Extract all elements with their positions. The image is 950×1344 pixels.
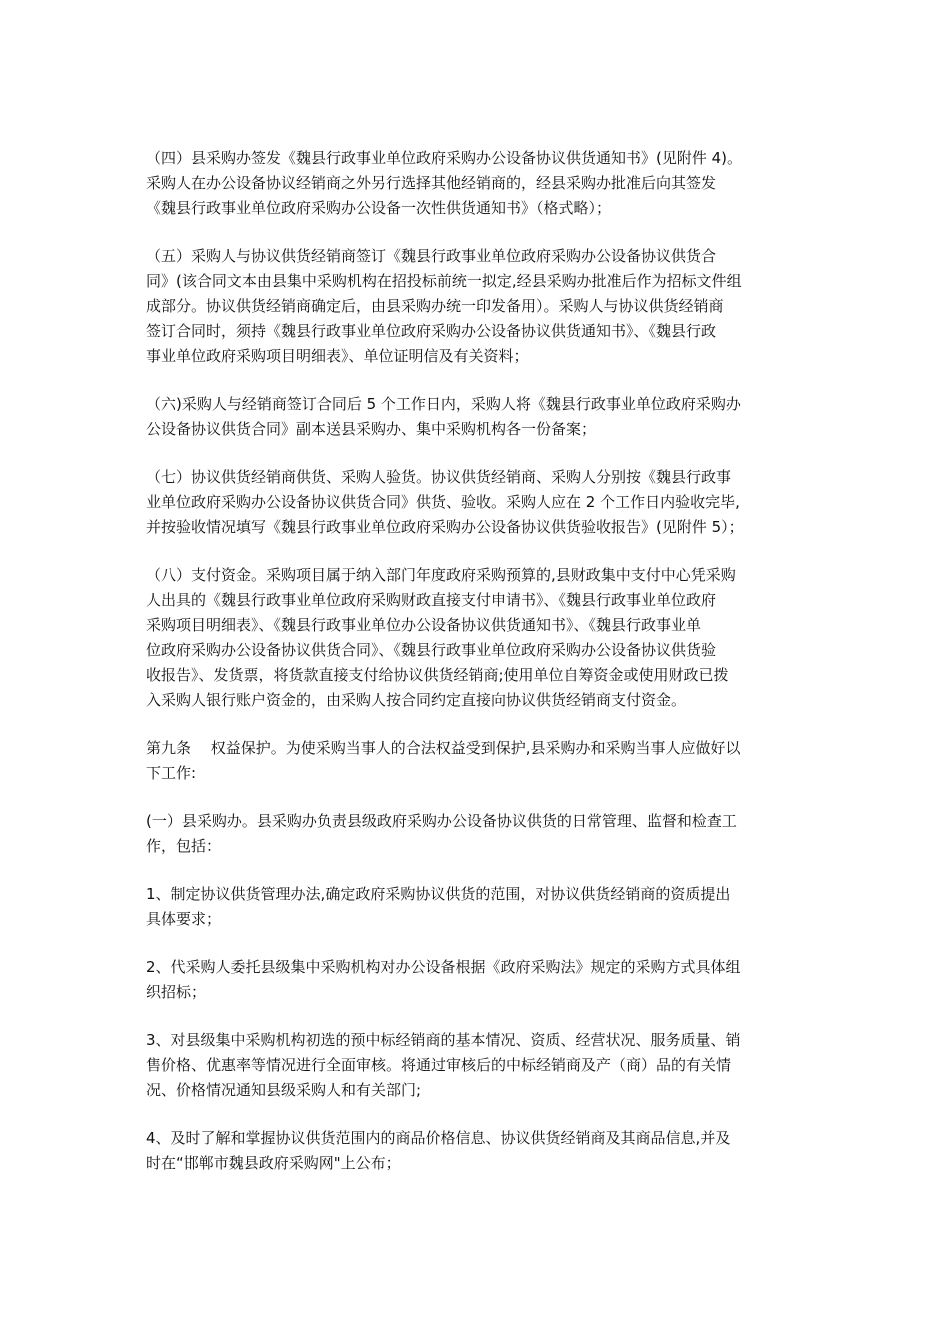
text-line: 2、代采购人委托县级集中采购机构对办公设备根据《政府采购法》规定的采购方式具体组 [146,958,741,976]
text-line: 采购项目明细表》、《魏县行政事业单位办公设备协议供货通知书》、《魏县行政事业单 [146,616,702,634]
paragraph-7 [146,465,814,540]
section-1 [146,809,814,859]
text-line: 3、对县级集中采购机构初选的预中标经销商的基本情况、资质、经营状况、服务质量、销 [146,1031,741,1049]
list-item-2 [146,955,814,1005]
text-line: 成部分。协议供货经销商确定后，由县采购办统一印发备用）。采购人与协议供货经销商 [146,297,724,315]
text-line: （四）县采购办签发《魏县行政事业单位政府采购办公设备协议供货通知书》(见附件 4)。 [146,149,743,167]
text-line: （八）支付资金。采购项目属于纳入部门年度政府采购预算的,县财政集中支付中心凭采购 [146,566,736,584]
text-line: 织招标； [146,983,207,1001]
document-body [146,146,814,1199]
text-line: 具体要求； [146,910,222,928]
text-line: 并按验收情况填写《魏县行政事业单位政府采购办公设备协议供货验收报告》(见附件 5）； [146,518,744,536]
paragraph-8 [146,563,814,713]
text-line: 签订合同时，须持《魏县行政事业单位政府采购办公设备协议供货通知书》、《魏县行政 [146,322,717,340]
list-item-4 [146,1126,814,1176]
list-item-3 [146,1028,814,1103]
text-line: (一）县采购办。县采购办负责县级政府采购办公设备协议供货的日常管理、监督和检查工 [146,812,737,830]
text-line: 4、及时了解和掌握协议供货范围内的商品价格信息、协议供货经销商及其商品信息,并及 [146,1129,731,1147]
text-line: 同》(该合同文本由县集中采购机构在招投标前统一拟定,经县采购办批准后作为招标文件组 [146,272,742,290]
text-line: 第九条 权益保护。为使采购当事人的合法权益受到保护,县采购办和采购当事人应做好以 [146,739,741,757]
text-line: 时在“邯郸市魏县政府采购网"上公布； [146,1154,401,1172]
list-item-1 [146,882,814,932]
text-line: 售价格、优惠率等情况进行全面审核。将通过审核后的中标经销商及产（商）品的有关情 [146,1056,732,1074]
text-line: 下工作: [146,764,197,782]
text-line: （七）协议供货经销商供货、采购人验货。协议供货经销商、采购人分别按《魏县行政事 [146,468,732,486]
paragraph-5 [146,244,814,369]
paragraph-4 [146,146,814,221]
text-line: 人出具的《魏县行政事业单位政府采购财政直接支付申请书》、《魏县行政事业单位政府 [146,591,717,609]
text-line: 位政府采购办公设备协议供货合同》、《魏县行政事业单位政府采购办公设备协议供货验 [146,641,717,659]
text-line: 1、制定协议供货管理办法,确定政府采购协议供货的范围，对协议供货经销商的资质提出 [146,885,731,903]
text-line: （六)采购人与经销商签订合同后 5 个工作日内，采购人将《魏县行政事业单位政府采购办 [146,395,741,413]
text-line: 《魏县行政事业单位政府采购办公设备一次性供货通知书》（格式略）； [146,199,612,217]
text-line: 事业单位政府采购项目明细表》、单位证明信及有关资料； [146,347,529,365]
paragraph-6 [146,392,814,442]
text-line: （五）采购人与协议供货经销商签订《魏县行政事业单位政府采购办公设备协议供货合 [146,247,717,265]
text-line: 入采购人银行账户资金的，由采购人按合同约定直接向协议供货经销商支付资金。 [146,691,687,709]
text-line: 采购人在办公设备协议经销商之外另行选择其他经销商的，经县采购办批准后向其签发 [146,174,717,192]
text-line: 作，包括： [146,837,222,855]
text-line: 业单位政府采购办公设备协议供货合同》供货、验收。采购人应在 2 个工作日内验收完毕, [146,493,740,511]
text-line: 公设备协议供货合同》副本送县采购办、集中采购机构各一份备案； [146,420,597,438]
text-line: 收报告》、发货票，将货款直接支付给协议供货经销商;使用单位自筹资金或使用财政已拨 [146,666,729,684]
text-line: 况、价格情况通知县级采购人和有关部门; [146,1081,422,1099]
article-9 [146,736,814,786]
